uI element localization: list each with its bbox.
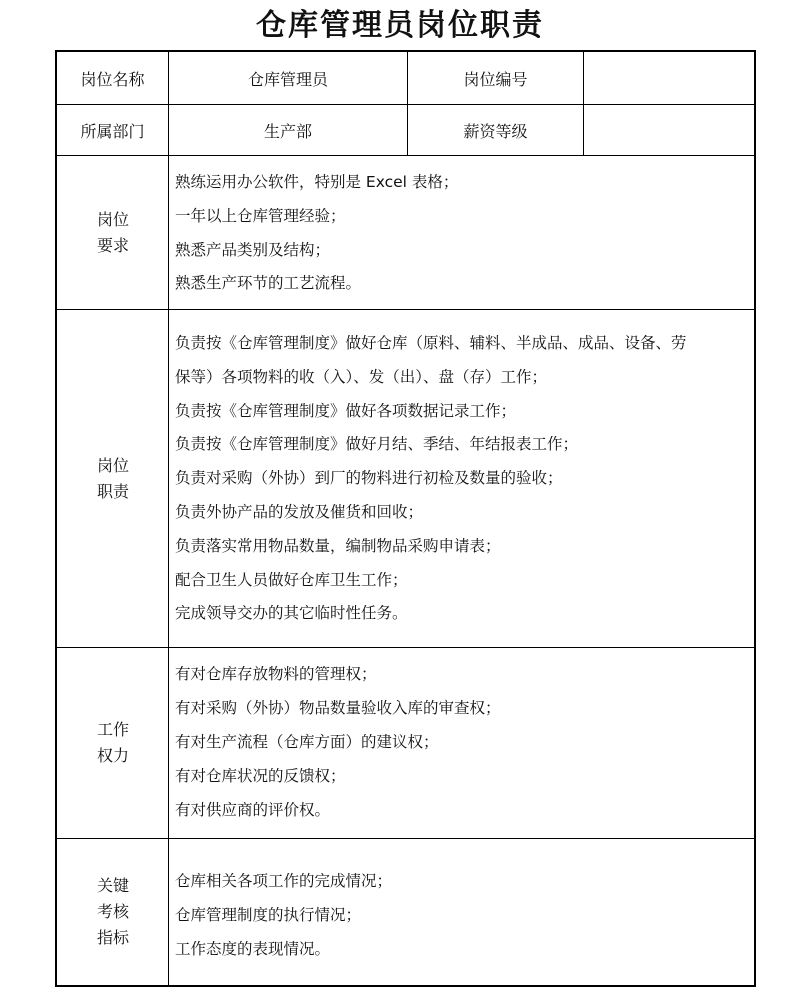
list-item: 熟练运用办公软件，特别是 Excel 表格； [175,173,459,191]
list-item: 负责对采购（外协）到厂的物料进行初检及数量的验收； [175,469,563,488]
list-item: 仓库相关各项工作的完成情况； [175,872,393,890]
list-item: 熟悉生产环节的工艺流程。 [175,274,362,293]
requirements-list [175,166,753,301]
department-label: 所属部门 [80,121,145,141]
list-item: 工作态度的表现情况。 [175,940,331,959]
page-title: 仓库管理员岗位职责 [256,8,544,43]
position-no-value [584,52,754,104]
list-item: 有对供应商的评价权。 [175,801,331,820]
list-item: 有对采购（外协）物品数量验收入库的审查权； [175,699,501,718]
salary-grade-value [584,105,754,155]
list-item: 负责按《仓库管理制度》做好月结、季结、年结报表工作； [175,435,579,454]
job-description-table [55,50,756,987]
list-item: 保等）各项物料的收（入）、发（出）、盘（存）工作； [175,367,548,386]
kpi-list [175,864,753,966]
list-item: 负责落实常用物品数量，编制物品采购申请表； [175,536,501,555]
list-item: 仓库管理制度的执行情况； [175,906,362,925]
position-name-label: 岗位名称 [80,69,145,89]
position-name-value: 仓库管理员 [247,69,328,89]
department-value: 生产部 [263,121,312,141]
list-item: 熟悉产品类别及结构； [175,240,331,259]
list-item: 一年以上仓库管理经验； [175,206,346,225]
list-item: 负责按《仓库管理制度》做好仓库（原料、辅料、半成品、成品、设备、劳 [175,334,687,352]
list-item: 负责按《仓库管理制度》做好各项数据记录工作； [175,401,517,420]
authority-list [175,657,753,827]
list-item: 负责外协产品的发放及催货和回收； [175,502,424,521]
responsibilities-label: 岗位 职责 [96,455,129,501]
salary-grade-label: 薪资等级 [463,121,528,141]
list-item: 有对生产流程（仓库方面）的建议权； [175,733,439,752]
list-item: 完成领导交办的其它临时性任务。 [175,604,408,623]
list-item: 有对仓库存放物料的管理权； [175,665,377,683]
authority-label: 工作 权力 [96,720,129,765]
list-item: 配合卫生人员做好仓库卫生工作； [175,570,408,589]
kpi-label: 关键 考核 指标 [96,876,129,947]
requirements-label: 岗位 要求 [96,209,129,255]
position-no-label: 岗位编号 [463,69,528,89]
list-item: 有对仓库状况的反馈权； [175,767,346,786]
responsibilities-list [175,327,753,631]
